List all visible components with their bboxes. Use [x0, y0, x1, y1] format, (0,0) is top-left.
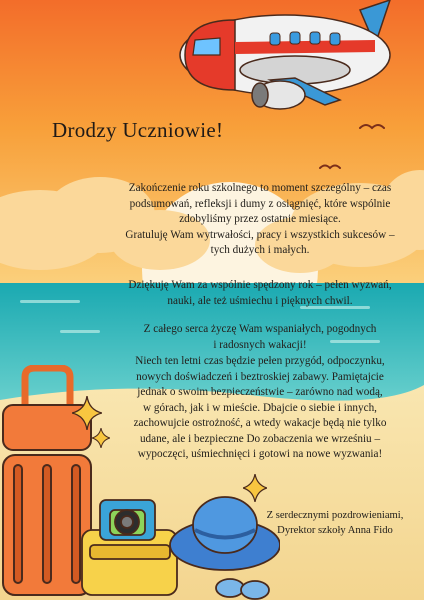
text-line: i radosnych wakacji! — [213, 338, 307, 351]
text-line: Gratuluję Wam wytrwałości, pracy i wszystkich sukcesów – — [125, 228, 395, 241]
text-line: wypoczęci, uśmiechnięci i gotowi na nowe wyzwania! — [137, 448, 383, 460]
text-line: Z całego serca życzę Wam wspaniałych, pogodnych — [143, 323, 377, 335]
text-line: jednak o swoim bezpieczeństwie – zarówno nad wodą, — [137, 386, 383, 398]
signature-block — [250, 508, 420, 538]
sparkle-icon — [243, 474, 267, 502]
text-line: udane, ale i bezpieczne Do zobaczenia we wrześniu – — [139, 432, 381, 445]
paragraph-intro — [110, 181, 410, 259]
text-line: Zakończenie roku szkolnego to moment szczególny – czas — [128, 182, 392, 194]
airplane-illustration — [175, 0, 420, 125]
text-line: Dziękuję Wam za wspólnie spędzony rok – pełen wyzwań, — [128, 279, 392, 291]
signature-name: Dyrektor szkoły Anna Fido — [277, 525, 393, 536]
text-line: w górach, jak i w mieście. Dbajcie o siebie i innych, — [143, 401, 377, 414]
text-line: zdobyliśmy przez ostatnie miesiące. — [179, 213, 341, 225]
text-line: podsumowań, refleksji i dumy z osiągnięć, które wspólnie — [129, 197, 391, 210]
signature-greeting: Z serdecznymi pozdrowieniami, — [266, 510, 404, 521]
paragraph-safety — [110, 354, 410, 463]
paragraph-thanks — [110, 278, 410, 309]
text-line: nauki, ale też uśmiechu i pięknych chwil. — [167, 294, 353, 307]
text-line: tych dużych i małych. — [210, 244, 310, 256]
paragraph-wishes — [110, 322, 410, 353]
sparkle-icon — [72, 396, 102, 430]
text-line: Niech ten letni czas będzie pełen przygód, odpoczynku, — [135, 355, 385, 367]
text-line: nowych doświadczeń i beztroskiej zabawy. Pamiętajcie — [136, 370, 384, 383]
sparkle-icon — [92, 428, 110, 448]
text-line: zachowujcie ostrożność, a wtedy wakacje będą nie tylko — [133, 417, 387, 429]
greeting-title: Drodzy Uczniowie! — [52, 118, 224, 142]
